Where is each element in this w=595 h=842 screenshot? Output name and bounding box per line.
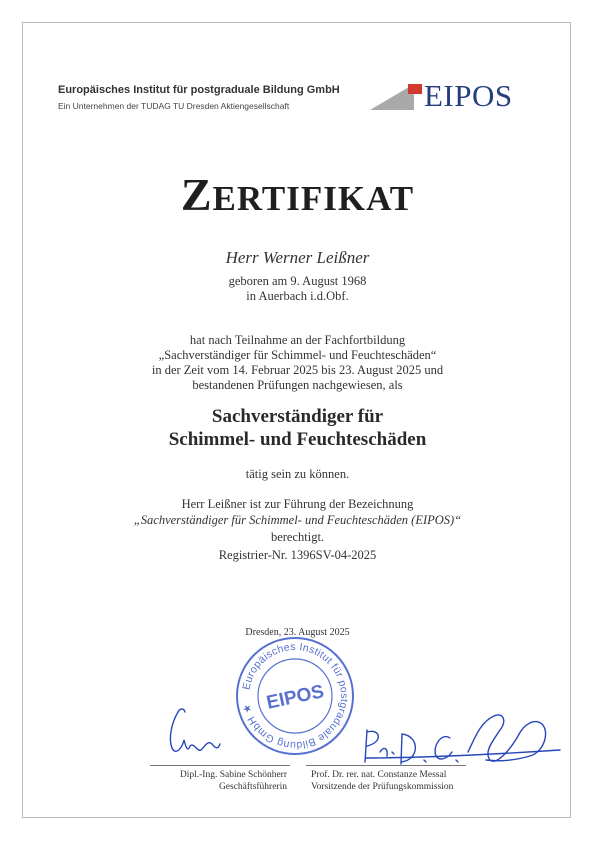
right-signer [311,769,453,793]
right-signer-role: Vorsitzende der Prüfungskommission [311,782,454,792]
institute-name: Europäisches Institut für postgraduale Bildung GmbH [58,84,340,96]
left-signer-role: Geschäftsführerin [218,782,287,792]
designation-line-3: berechtigt. [270,530,325,544]
qualification-line-2: Schimmel- und Feuchteschäden [168,429,427,450]
right-signature-icon [365,715,560,764]
left-signer [180,769,287,793]
place-date: Dresden, 23. August 2025 [245,627,350,638]
left-signature-line [150,765,290,766]
able-statement: tätig sein zu können. [245,467,350,481]
stamp-ring-text: Europäisches Institut für postgraduale Bildung GmbH ★ [240,640,351,752]
eipos-stamp-icon [237,638,353,754]
course-line-2: „Sachverständiger für Schimmel- und Feuchteschäden“ [158,348,437,362]
stamp-center-text: EIPOS [264,681,326,714]
left-signer-name: Dipl.-Ing. Sabine Schönherr [179,770,287,780]
registry-number: Registrier-Nr. 1396SV-04-2025 [218,548,377,562]
institute-subline: Ein Unternehmen der TUDAG TU Dresden Aktiengesellschaft [58,101,290,111]
designation-line-1: Herr Leißner ist zur Führung der Bezeichnung [181,497,414,511]
course-line-4: bestandenen Prüfungen nachgewiesen, als [192,378,403,392]
course-line-1: hat nach Teilnahme an der Fachfortbildung [189,333,406,347]
eipos-logo-text: EIPOS [424,78,513,113]
designation-title: „Sachverständiger für Schimmel- und Feuchteschäden (EIPOS)“ [133,513,462,527]
right-signer-name: Prof. Dr. rer. nat. Constanze Messal [311,770,447,780]
birth-date: geboren am 9. August 1968 [228,274,367,288]
birth-place: in Auerbach i.d.Obf. [246,289,349,303]
qualification-line-1: Sachverständiger für [211,406,384,427]
right-signature-line [306,765,466,766]
course-line-3: in der Zeit vom 14. Februar 2025 bis 23. August 2025 und [151,363,444,377]
left-signature-icon [170,709,220,751]
recipient-name: Herr Werner Leißner [225,248,370,267]
certificate-title: ZERTIFIKAT [180,169,415,220]
